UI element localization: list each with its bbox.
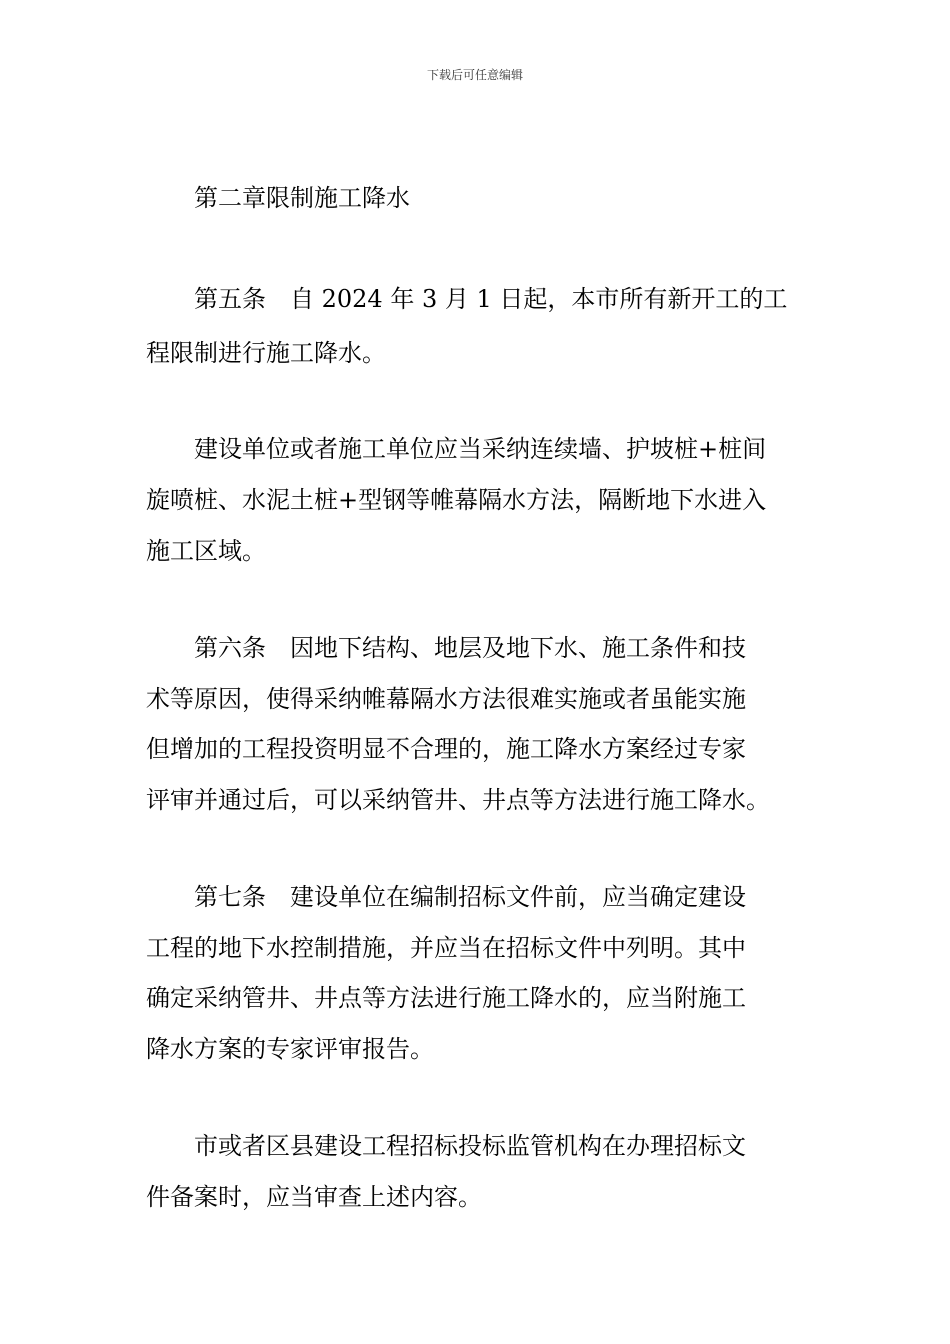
chapter-heading: 第二章限制施工降水 bbox=[146, 184, 410, 212]
text-line: 施工区域。 bbox=[146, 537, 266, 565]
text-line: 建设单位或者施工单位应当采纳连续墙、护坡桩+桩间 bbox=[146, 435, 767, 463]
text-line: 评审并通过后，可以采纳管井、井点等方法进行施工降水。 bbox=[146, 786, 770, 814]
text-line: 第七条 建设单位在编制招标文件前，应当确定建设 bbox=[146, 883, 746, 911]
text-line: 但增加的工程投资明显不合理的，施工降水方案经过专家 bbox=[146, 735, 746, 763]
text-line: 第五条 自 2024 年 3 月 1 日起，本市所有新开工的工 bbox=[146, 285, 788, 313]
text-line: 程限制进行施工降水。 bbox=[146, 339, 386, 367]
page-header: 下载后可任意编辑 bbox=[426, 68, 523, 82]
text-line: 工程的地下水控制措施，并应当在招标文件中列明。其中 bbox=[146, 934, 746, 962]
text-line: 市或者区县建设工程招标投标监管机构在办理招标文 bbox=[146, 1132, 746, 1160]
text-line: 第六条 因地下结构、地层及地下水、施工条件和技 bbox=[146, 634, 746, 662]
text-line: 术等原因，使得采纳帷幕隔水方法很难实施或者虽能实施 bbox=[146, 685, 746, 713]
text-line: 件备案时，应当审查上述内容。 bbox=[146, 1183, 482, 1211]
text-line: 确定采纳管井、井点等方法进行施工降水的，应当附施工 bbox=[146, 984, 746, 1012]
text-line: 旋喷桩、水泥土桩+型钢等帷幕隔水方法，隔断地下水进入 bbox=[146, 486, 767, 514]
text-line: 降水方案的专家评审报告。 bbox=[146, 1035, 434, 1063]
